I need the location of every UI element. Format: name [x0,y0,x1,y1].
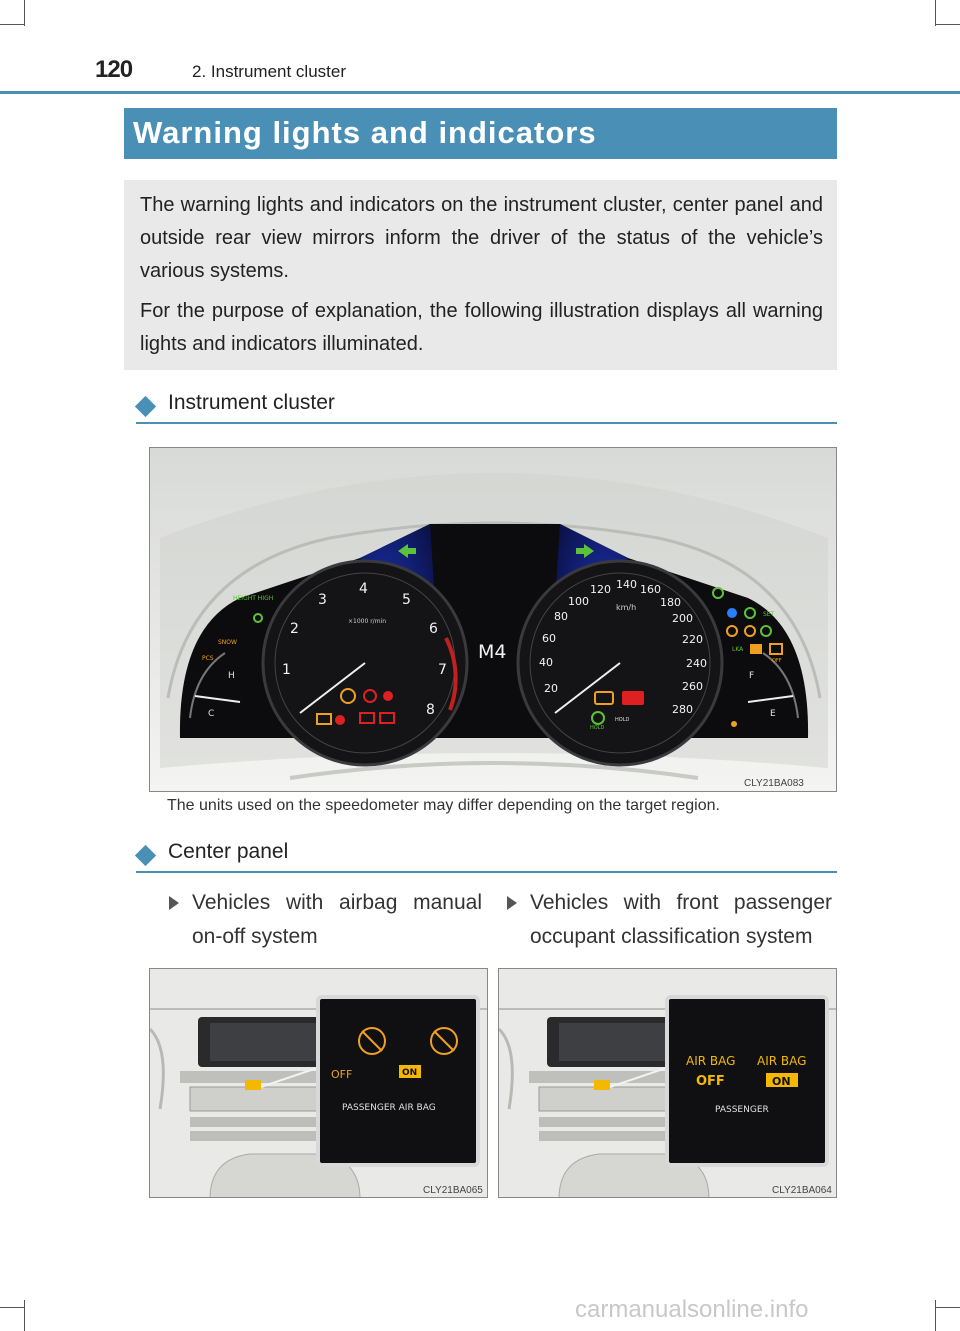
section-heading-instrument-cluster [136,391,837,424]
subheading-occupant-classification: Vehicles with front passenger occupant classification system [530,891,832,948]
crop-mark [24,0,25,26]
section-title-bar [124,108,837,159]
section-heading-center-panel [136,840,837,873]
crop-mark [24,1300,25,1331]
diamond-bullet-icon [135,396,156,417]
speed-number: 280 [672,703,693,716]
speed-number: 40 [539,656,553,669]
page-title: Warning lights and indicators [133,115,597,150]
airbag-on-label: ON [402,1068,418,1078]
tacho-multiplier: ×1000 r/min [348,618,387,625]
diamond-bullet-icon [135,845,156,866]
crop-mark [935,1300,936,1331]
crop-mark [935,0,936,26]
triangle-bullet-icon [507,896,517,910]
figure-code: CLY21BA083 [744,778,804,789]
speed-number: 120 [590,583,611,596]
page-number: 120 [95,56,133,83]
airbag-label: AIR BAG [757,1054,807,1068]
temp-cold-label: C [208,709,215,719]
center-panel-illustration [150,969,488,1198]
airbag-on-label: ON [772,1075,791,1088]
indicator-label: HEIGHT HIGH [233,595,274,602]
tacho-number: 5 [402,592,411,608]
airbag-manual-figure [149,968,488,1198]
instrument-cluster-figure [149,447,837,792]
indicator-label: OFF [772,658,782,664]
section-heading-label: Instrument cluster [168,391,335,414]
section-heading-label: Center panel [168,840,289,863]
indicator-label: HOLD [615,717,630,723]
occupant-classification-figure [498,968,837,1198]
tacho-number: 1 [282,662,291,678]
indicator-label: SNOW [218,639,237,646]
airbag-off-label: OFF [331,1068,353,1081]
speed-unit: km/h [616,603,637,612]
intro-paragraph: For the purpose of explanation, the following illustration displays all warning lights and indicators illuminated. [140,300,823,355]
speed-number: 160 [640,583,661,596]
indicator-label: HOLD [590,725,605,731]
speed-number: 240 [686,657,707,670]
tacho-number: 2 [290,621,299,637]
center-panel-illustration [499,969,837,1198]
tacho-number: 8 [426,702,435,718]
gear-display: M4 [478,641,507,663]
chapter-title: 2. Instrument cluster [192,62,347,81]
watermark: carmanualsonline.info [575,1296,809,1323]
speed-number: 60 [542,632,556,645]
subheading-airbag-manual: Vehicles with airbag manual on-off system [192,891,482,948]
speed-number: 20 [544,682,558,695]
speed-number: 100 [568,595,589,608]
passenger-airbag-label: PASSENGER AIR BAG [342,1103,436,1113]
header-rule [0,91,960,94]
intro-paragraph: The warning lights and indicators on the instrument cluster, center panel and outside rear view mirrors inform the driver of the status of the vehicle’s various systems. [140,194,823,282]
fuel-empty-label: E [770,709,776,719]
figure-code: CLY21BA064 [772,1185,832,1196]
figure-caption: The units used on the speedometer may differ depending on the target region. [167,797,720,814]
crop-mark [936,24,960,25]
crop-mark [0,24,24,25]
tacho-number: 6 [429,621,438,637]
speed-number: 260 [682,680,703,693]
speed-number: 140 [616,578,637,591]
tacho-number: 7 [438,662,447,678]
instrument-cluster-illustration [150,448,837,792]
triangle-bullet-icon [169,896,179,910]
fuel-full-label: F [749,671,755,681]
indicator-label: LKA [732,646,744,653]
crop-mark [936,1307,960,1308]
figure-code: CLY21BA065 [423,1185,483,1196]
temp-high-label: H [228,671,235,681]
airbag-label: AIR BAG [686,1054,736,1068]
tacho-number: 3 [318,592,327,608]
speed-number: 220 [682,633,703,646]
airbag-off-label: OFF [696,1074,725,1089]
speed-number: 200 [672,612,693,625]
speed-number: 180 [660,596,681,609]
intro-box [124,180,837,370]
crop-mark [0,1307,24,1308]
indicator-label: PCS [202,655,214,662]
speed-number: 80 [554,610,568,623]
indicator-label: SET [763,611,775,618]
passenger-label: PASSENGER [715,1105,769,1115]
tacho-number: 4 [359,581,368,597]
